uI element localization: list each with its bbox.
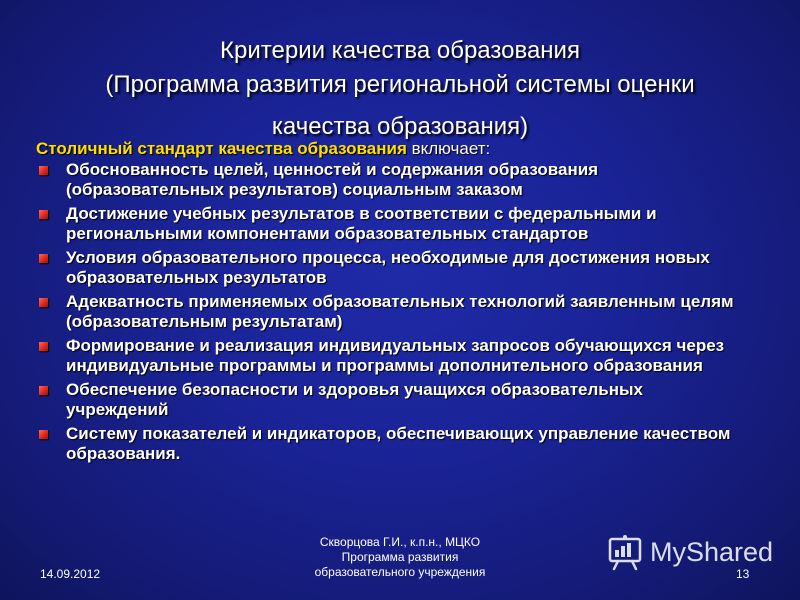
list-item-text: Обоснованность целей, ценностей и содержания образования (образовательных результатов) социальным заказом xyxy=(66,160,599,199)
title-line-1: Критерии качества образования xyxy=(220,37,580,64)
list-item-text: Достижение учебных результатов в соответствии с федеральными и региональными компонентами образовательных стандартов xyxy=(66,204,657,243)
list-item xyxy=(36,248,736,288)
watermark-text: MyShared xyxy=(650,537,774,567)
list-item xyxy=(36,380,736,420)
title-line-2: (Программа развития региональной системы оценки xyxy=(105,71,695,98)
intro-line xyxy=(36,138,490,160)
square-bullet-icon xyxy=(39,430,48,439)
page-number: 13 xyxy=(736,567,750,581)
myshared-logo-icon xyxy=(606,533,646,573)
list-item xyxy=(36,160,736,200)
square-bullet-icon xyxy=(39,386,48,395)
square-bullet-icon xyxy=(39,254,48,263)
list-item-text: Обеспечение безопасности и здоровья учащихся образовательных учреждений xyxy=(66,380,643,419)
footer-author-line-3: образовательного учреждения xyxy=(314,565,486,579)
square-bullet-icon xyxy=(39,210,48,219)
square-bullet-icon xyxy=(39,342,48,351)
intro-rest: включает: xyxy=(406,139,491,158)
footer-author-line-2: Программа развития xyxy=(341,550,459,564)
list-item xyxy=(36,424,736,464)
square-bullet-icon xyxy=(39,298,48,307)
list-item-text: Адекватность применяемых образовательных технологий заявленным целям (образовательным результатам) xyxy=(66,292,734,331)
square-bullet-icon xyxy=(39,166,48,175)
list-item-text: Систему показателей и индикаторов, обеспечивающих управление качеством образования. xyxy=(66,424,731,463)
intro-highlight: Столичный стандарт качества образования xyxy=(36,139,407,158)
title-line-3: качества образования) xyxy=(271,113,529,140)
footer-author xyxy=(295,535,505,580)
list-item-text: Условия образовательного процесса, необходимые для достижения новых образовательных результатов xyxy=(66,248,710,287)
list-item xyxy=(36,204,736,244)
list-item-text: Формирование и реализация индивидуальных запросов обучающихся через индивидуальные программы и программы дополнительного образования xyxy=(66,336,725,375)
footer-author-line-1: Скворцова Г.И., к.п.н., МЦКО xyxy=(319,535,481,549)
footer-date: 14.09.2012 xyxy=(40,567,101,581)
slide-title xyxy=(40,34,760,144)
list-item xyxy=(36,336,736,376)
list-item xyxy=(36,292,736,332)
criteria-list xyxy=(36,160,736,468)
watermark[interactable] xyxy=(606,533,786,573)
